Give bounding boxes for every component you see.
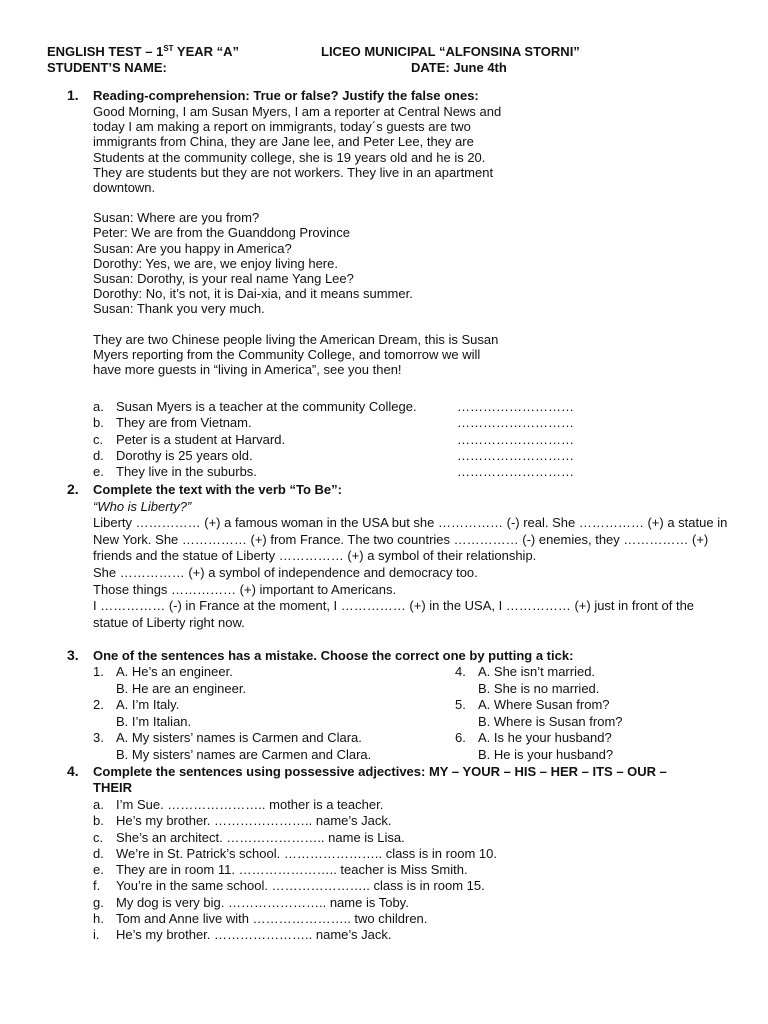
q4-title-line1: Complete the sentences using possessive adjectives: MY – YOUR – HIS – HER – ITS – OUR – bbox=[93, 764, 667, 779]
reading-line: Peter: We are from the Guanddong Province bbox=[93, 225, 351, 241]
reading-line: Susan: Are you happy in America? bbox=[93, 240, 292, 256]
item-letter: a. bbox=[93, 797, 104, 812]
statement-text: Dorothy is 25 years old. bbox=[116, 447, 253, 463]
option-a: A. He’s an engineer. bbox=[116, 664, 233, 679]
option-number: 4. bbox=[455, 664, 466, 679]
test-title-sup: ST bbox=[163, 44, 174, 53]
item-text: Tom and Anne live with ………………….. two children. bbox=[116, 911, 428, 927]
q2-title: Complete the text with the verb “To Be”: bbox=[93, 482, 342, 497]
test-title-text: ENGLISH TEST – 1 bbox=[47, 44, 164, 59]
q1-reading-text bbox=[93, 104, 501, 377]
item-letter: i. bbox=[93, 927, 100, 943]
statement-text: They are from Vietnam. bbox=[116, 415, 252, 431]
reading-line: Susan: Thank you very much. bbox=[93, 301, 265, 317]
reading-line: today I am making a report on immigrants, today´s guests are two bbox=[93, 119, 471, 135]
option-a: A. She isn’t married. bbox=[478, 664, 596, 679]
statement-letter: a. bbox=[93, 399, 104, 414]
item-text: She’s an architect. ………………….. name is Lisa. bbox=[116, 829, 405, 845]
statement-text: Susan Myers is a teacher at the community College. bbox=[116, 399, 417, 414]
q1-title: Reading-comprehension: True or false? Justify the false ones: bbox=[93, 88, 479, 103]
reading-line: Dorothy: No, it’s not, it is Dai-xia, and it means summer. bbox=[93, 286, 413, 302]
q4-title bbox=[93, 764, 733, 796]
option-number: 5. bbox=[455, 697, 466, 713]
q2-section bbox=[93, 482, 733, 631]
reading-line: downtown. bbox=[93, 180, 156, 196]
student-name-label: STUDENT’S NAME: bbox=[47, 60, 167, 75]
option-row bbox=[93, 681, 443, 698]
option-b: B. I’m Italian. bbox=[116, 713, 192, 729]
reading-line: have more guests in “living in America”, see you then! bbox=[93, 362, 402, 378]
answer-blank: ……………………… bbox=[457, 399, 574, 414]
q2-paragraph-1: Liberty …………… (+) a famous woman in the USA but she …………… (-) real. She …………… (+) a statue in New York. She …………… (+) from France. The two countries …………… (-) enemies, they …………… (+) friends and the statue of Liberty …………… (+) a symbol of their relationship. bbox=[93, 515, 728, 564]
item-letter: c. bbox=[93, 829, 104, 845]
answer-blank: ……………………… bbox=[457, 431, 574, 447]
option-b: B. Where is Susan from? bbox=[478, 713, 623, 729]
item-text: We’re in St. Patrick’s school. ………………….. class is in room 10. bbox=[116, 845, 497, 861]
q4-number: 4. bbox=[67, 763, 79, 779]
option-row bbox=[455, 681, 715, 698]
statement-row bbox=[93, 399, 613, 415]
item-letter: g. bbox=[93, 894, 104, 910]
option-number: 6. bbox=[455, 730, 466, 746]
q3-right-column bbox=[455, 664, 715, 764]
option-b: B. My sisters’ names are Carmen and Clara. bbox=[116, 746, 372, 762]
item-letter: h. bbox=[93, 911, 104, 927]
statement-row bbox=[93, 448, 613, 464]
answer-blank: ……………………… bbox=[457, 415, 574, 431]
option-b: B. He are an engineer. bbox=[116, 680, 247, 696]
item-letter: d. bbox=[93, 845, 104, 861]
option-b: B. He is your husband? bbox=[478, 746, 614, 762]
option-row bbox=[93, 714, 443, 731]
q3-number: 3. bbox=[67, 647, 79, 663]
statement-letter: e. bbox=[93, 464, 104, 480]
item-text: He’s my brother. ………………….. name’s Jack. bbox=[116, 813, 392, 829]
option-row bbox=[455, 714, 715, 731]
item-text: They are in room 11. ………………….. teacher is Miss Smith. bbox=[116, 862, 468, 878]
option-a: A. Is he your husband? bbox=[478, 730, 612, 746]
q2-paragraph-3: Those things …………… (+) important to Americans. bbox=[93, 581, 397, 597]
statement-letter: b. bbox=[93, 415, 104, 431]
option-b: B. She is no married. bbox=[478, 680, 600, 696]
item-text: My dog is very big. ………………….. name is Toby. bbox=[116, 894, 409, 910]
answer-blank: ……………………… bbox=[457, 447, 574, 463]
q4-title-line2: THEIR bbox=[93, 780, 132, 795]
option-a: A. My sisters’ names is Carmen and Clara. bbox=[116, 730, 362, 746]
statement-text: They live in the suburbs. bbox=[116, 464, 257, 480]
date-label: DATE: June 4th bbox=[411, 60, 507, 75]
statement-letter: c. bbox=[93, 431, 104, 447]
q3-left-column bbox=[93, 664, 443, 764]
reading-line: They are two Chinese people living the American Dream, this is Susan bbox=[93, 331, 499, 347]
item-letter: e. bbox=[93, 862, 104, 878]
statement-row bbox=[93, 464, 613, 480]
test-title bbox=[47, 44, 239, 60]
paragraph-gap bbox=[93, 195, 501, 210]
item-text: He’s my brother. ………………….. name’s Jack. bbox=[116, 927, 392, 943]
item-text: I’m Sue. ………………….. mother is a teacher. bbox=[116, 797, 384, 812]
q2-subtitle: “Who is Liberty?” bbox=[93, 498, 192, 514]
reading-line: immigrants from China, they are Jane lee, and Peter Lee, they are bbox=[93, 134, 474, 150]
school-name: LICEO MUNICIPAL “ALFONSINA STORNI” bbox=[321, 44, 580, 59]
option-row bbox=[455, 730, 715, 747]
option-a: A. Where Susan from? bbox=[478, 697, 610, 713]
q2-paragraph-2: She …………… (+) a symbol of independence and democracy too. bbox=[93, 564, 478, 580]
reading-line: Myers reporting from the Community College, and tomorrow we will bbox=[93, 346, 481, 362]
option-number: 3. bbox=[93, 730, 104, 746]
test-title-year: YEAR “A” bbox=[173, 44, 240, 59]
option-a: A. I’m Italy. bbox=[116, 697, 180, 713]
q1-statements bbox=[93, 399, 613, 480]
item-text: You’re in the same school. ………………….. class is in room 15. bbox=[116, 878, 485, 894]
reading-line: Susan: Where are you from? bbox=[93, 210, 260, 226]
statement-letter: d. bbox=[93, 447, 104, 463]
reading-line: Dorothy: Yes, we are, we enjoy living here. bbox=[93, 255, 338, 271]
q2-number: 2. bbox=[67, 481, 79, 497]
item-letter: f. bbox=[93, 878, 101, 894]
option-row bbox=[93, 697, 443, 714]
reading-line: Good Morning, I am Susan Myers, I am a reporter at Central News and bbox=[93, 104, 502, 119]
paragraph-gap bbox=[93, 317, 501, 332]
option-row bbox=[455, 664, 715, 681]
reading-line: They are students but they are not workers. They live in an apartment bbox=[93, 164, 494, 180]
answer-blank: ……………………… bbox=[457, 464, 574, 480]
item-letter: b. bbox=[93, 813, 104, 829]
option-row bbox=[455, 747, 715, 764]
q3-title: One of the sentences has a mistake. Choose the correct one by putting a tick: bbox=[93, 648, 574, 663]
statement-row bbox=[93, 432, 613, 448]
statement-text: Peter is a student at Harvard. bbox=[116, 431, 286, 447]
option-row bbox=[93, 730, 443, 747]
option-row bbox=[93, 664, 443, 681]
q1-number: 1. bbox=[67, 87, 79, 103]
option-number: 1. bbox=[93, 664, 104, 679]
reading-line: Students at the community college, she is 19 years old and he is 20. bbox=[93, 149, 486, 165]
reading-line: Susan: Dorothy, is your real name Yang Lee? bbox=[93, 271, 354, 287]
statement-row bbox=[93, 415, 613, 431]
option-number: 2. bbox=[93, 697, 104, 713]
option-row bbox=[93, 747, 443, 764]
option-row bbox=[455, 697, 715, 714]
q2-paragraph-4: I …………… (-) in France at the moment, I …………… (+) in the USA, I …………… (+) just in front of the statue of Liberty right now. bbox=[93, 598, 695, 630]
